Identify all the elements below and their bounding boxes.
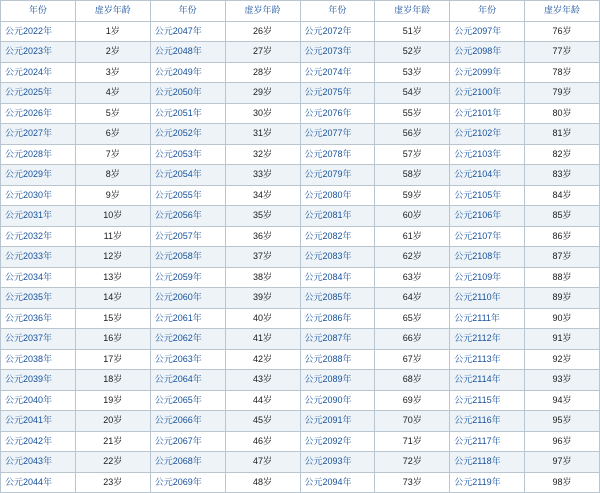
nominal-age-cell: 56岁	[375, 124, 450, 145]
birth-year-cell: 公元2047年	[150, 21, 225, 42]
nominal-age-cell: 79岁	[525, 83, 600, 104]
birth-year-cell: 公元2039年	[1, 370, 76, 391]
table-header-row-partial	[1, 1, 600, 22]
birth-year-cell: 公元2094年	[300, 472, 375, 493]
nominal-age-cell: 90岁	[525, 308, 600, 329]
header-nominal-age-1: 虚岁年龄	[75, 1, 150, 22]
nominal-age-cell: 77岁	[525, 42, 600, 63]
birth-year-cell: 公元2042年	[1, 431, 76, 452]
birth-year-cell: 公元2114年	[450, 370, 525, 391]
birth-year-cell: 公元2092年	[300, 431, 375, 452]
birth-year-cell: 公元2103年	[450, 144, 525, 165]
nominal-age-cell: 35岁	[225, 206, 300, 227]
birth-year-cell: 公元2023年	[1, 42, 76, 63]
nominal-age-cell: 65岁	[375, 308, 450, 329]
nominal-age-cell: 13岁	[75, 267, 150, 288]
nominal-age-cell: 71岁	[375, 431, 450, 452]
birth-year-cell: 公元2109年	[450, 267, 525, 288]
nominal-age-cell: 89岁	[525, 288, 600, 309]
nominal-age-cell: 85岁	[525, 206, 600, 227]
birth-year-cell: 公元2083年	[300, 247, 375, 268]
birth-year-cell: 公元2031年	[1, 206, 76, 227]
nominal-age-cell: 8岁	[75, 165, 150, 186]
table-row	[1, 308, 600, 329]
birth-year-cell: 公元2104年	[450, 165, 525, 186]
birth-year-cell: 公元2085年	[300, 288, 375, 309]
birth-year-cell: 公元2050年	[150, 83, 225, 104]
nominal-age-cell: 3岁	[75, 62, 150, 83]
birth-year-cell: 公元2086年	[300, 308, 375, 329]
nominal-age-cell: 87岁	[525, 247, 600, 268]
birth-year-cell: 公元2026年	[1, 103, 76, 124]
birth-year-cell: 公元2041年	[1, 411, 76, 432]
birth-year-cell: 公元2118年	[450, 452, 525, 473]
nominal-age-cell: 14岁	[75, 288, 150, 309]
nominal-age-cell: 54岁	[375, 83, 450, 104]
table-row	[1, 185, 600, 206]
nominal-age-cell: 33岁	[225, 165, 300, 186]
table-row	[1, 288, 600, 309]
nominal-age-cell: 44岁	[225, 390, 300, 411]
header-birth-year-3: 年份	[300, 1, 375, 22]
birth-year-cell: 公元2089年	[300, 370, 375, 391]
nominal-age-cell: 26岁	[225, 21, 300, 42]
header-birth-year-4: 年份	[450, 1, 525, 22]
nominal-age-cell: 98岁	[525, 472, 600, 493]
nominal-age-cell: 41岁	[225, 329, 300, 350]
table-row	[1, 165, 600, 186]
birth-year-cell: 公元2119年	[450, 472, 525, 493]
table-row	[1, 144, 600, 165]
table-row	[1, 103, 600, 124]
nominal-age-cell: 59岁	[375, 185, 450, 206]
birth-year-cell: 公元2027年	[1, 124, 76, 145]
birth-year-cell: 公元2062年	[150, 329, 225, 350]
nominal-age-cell: 66岁	[375, 329, 450, 350]
nominal-age-cell: 60岁	[375, 206, 450, 227]
nominal-age-cell: 38岁	[225, 267, 300, 288]
birth-year-cell: 公元2049年	[150, 62, 225, 83]
birth-year-cell: 公元2081年	[300, 206, 375, 227]
birth-year-cell: 公元2074年	[300, 62, 375, 83]
birth-year-cell: 公元2048年	[150, 42, 225, 63]
nominal-age-cell: 17岁	[75, 349, 150, 370]
nominal-age-cell: 28岁	[225, 62, 300, 83]
birth-year-cell: 公元2078年	[300, 144, 375, 165]
nominal-age-cell: 39岁	[225, 288, 300, 309]
birth-year-cell: 公元2088年	[300, 349, 375, 370]
birth-year-cell: 公元2025年	[1, 83, 76, 104]
nominal-age-cell: 40岁	[225, 308, 300, 329]
table-row	[1, 390, 600, 411]
birth-year-cell: 公元2028年	[1, 144, 76, 165]
birth-year-cell: 公元2065年	[150, 390, 225, 411]
table-row	[1, 411, 600, 432]
nominal-age-cell: 72岁	[375, 452, 450, 473]
birth-year-cell: 公元2040年	[1, 390, 76, 411]
birth-year-cell: 公元2082年	[300, 226, 375, 247]
birth-year-cell: 公元2036年	[1, 308, 76, 329]
nominal-age-cell: 15岁	[75, 308, 150, 329]
nominal-age-cell: 62岁	[375, 247, 450, 268]
nominal-age-cell: 95岁	[525, 411, 600, 432]
birth-year-cell: 公元2107年	[450, 226, 525, 247]
birth-year-cell: 公元2054年	[150, 165, 225, 186]
nominal-age-cell: 11岁	[75, 226, 150, 247]
birth-year-cell: 公元2100年	[450, 83, 525, 104]
birth-year-cell: 公元2067年	[150, 431, 225, 452]
birth-year-cell: 公元2099年	[450, 62, 525, 83]
table-row	[1, 267, 600, 288]
birth-year-cell: 公元2056年	[150, 206, 225, 227]
nominal-age-cell: 22岁	[75, 452, 150, 473]
nominal-age-cell: 64岁	[375, 288, 450, 309]
nominal-age-cell: 97岁	[525, 452, 600, 473]
birth-year-cell: 公元2037年	[1, 329, 76, 350]
birth-year-cell: 公元2093年	[300, 452, 375, 473]
table-row	[1, 472, 600, 493]
table-row	[1, 62, 600, 83]
birth-year-cell: 公元2044年	[1, 472, 76, 493]
nominal-age-cell: 37岁	[225, 247, 300, 268]
nominal-age-cell: 68岁	[375, 370, 450, 391]
birth-year-cell: 公元2055年	[150, 185, 225, 206]
birth-year-cell: 公元2029年	[1, 165, 76, 186]
birth-year-cell: 公元2112年	[450, 329, 525, 350]
birth-year-cell: 公元2038年	[1, 349, 76, 370]
birth-year-cell: 公元2064年	[150, 370, 225, 391]
table-row	[1, 83, 600, 104]
table-row	[1, 206, 600, 227]
nominal-age-cell: 42岁	[225, 349, 300, 370]
nominal-age-cell: 96岁	[525, 431, 600, 452]
nominal-age-cell: 18岁	[75, 370, 150, 391]
nominal-age-cell: 92岁	[525, 349, 600, 370]
nominal-age-cell: 12岁	[75, 247, 150, 268]
birth-year-cell: 公元2111年	[450, 308, 525, 329]
birth-year-cell: 公元2101年	[450, 103, 525, 124]
birth-year-cell: 公元2110年	[450, 288, 525, 309]
birth-year-cell: 公元2072年	[300, 21, 375, 42]
birth-year-cell: 公元2090年	[300, 390, 375, 411]
header-nominal-age-3: 虚岁年龄	[375, 1, 450, 22]
nominal-age-cell: 9岁	[75, 185, 150, 206]
table-row	[1, 42, 600, 63]
nominal-age-cell: 19岁	[75, 390, 150, 411]
nominal-age-cell: 80岁	[525, 103, 600, 124]
nominal-age-cell: 4岁	[75, 83, 150, 104]
nominal-age-cell: 5岁	[75, 103, 150, 124]
nominal-age-cell: 69岁	[375, 390, 450, 411]
birth-year-cell: 公元2106年	[450, 206, 525, 227]
birth-year-cell: 公元2115年	[450, 390, 525, 411]
nominal-age-cell: 78岁	[525, 62, 600, 83]
nominal-age-cell: 16岁	[75, 329, 150, 350]
birth-year-cell: 公元2043年	[1, 452, 76, 473]
nominal-age-cell: 47岁	[225, 452, 300, 473]
nominal-age-cell: 52岁	[375, 42, 450, 63]
nominal-age-cell: 88岁	[525, 267, 600, 288]
birth-year-cell: 公元2052年	[150, 124, 225, 145]
header-birth-year-1: 年份	[1, 1, 76, 22]
nominal-age-cell: 93岁	[525, 370, 600, 391]
nominal-age-cell: 91岁	[525, 329, 600, 350]
birth-year-cell: 公元2113年	[450, 349, 525, 370]
birth-year-cell: 公元2030年	[1, 185, 76, 206]
nominal-age-cell: 1岁	[75, 21, 150, 42]
nominal-age-cell: 6岁	[75, 124, 150, 145]
birth-year-cell: 公元2053年	[150, 144, 225, 165]
nominal-age-cell: 31岁	[225, 124, 300, 145]
birth-year-cell: 公元2033年	[1, 247, 76, 268]
table-row	[1, 124, 600, 145]
table-row	[1, 247, 600, 268]
nominal-age-cell: 27岁	[225, 42, 300, 63]
birth-year-cell: 公元2075年	[300, 83, 375, 104]
birth-year-cell: 公元2080年	[300, 185, 375, 206]
nominal-age-cell: 43岁	[225, 370, 300, 391]
nominal-age-cell: 23岁	[75, 472, 150, 493]
birth-year-cell: 公元2097年	[450, 21, 525, 42]
nominal-age-cell: 46岁	[225, 431, 300, 452]
nominal-age-cell: 83岁	[525, 165, 600, 186]
birth-year-cell: 公元2098年	[450, 42, 525, 63]
nominal-age-cell: 51岁	[375, 21, 450, 42]
nominal-age-cell: 58岁	[375, 165, 450, 186]
nominal-age-cell: 45岁	[225, 411, 300, 432]
birth-year-cell: 公元2073年	[300, 42, 375, 63]
nominal-age-cell: 76岁	[525, 21, 600, 42]
table-row	[1, 452, 600, 473]
nominal-age-cell: 73岁	[375, 472, 450, 493]
table-row	[1, 349, 600, 370]
nominal-age-cell: 34岁	[225, 185, 300, 206]
birth-year-cell: 公元2032年	[1, 226, 76, 247]
nominal-age-cell: 67岁	[375, 349, 450, 370]
birth-year-cell: 公元2059年	[150, 267, 225, 288]
birth-year-cell: 公元2087年	[300, 329, 375, 350]
birth-year-cell: 公元2063年	[150, 349, 225, 370]
nominal-age-cell: 63岁	[375, 267, 450, 288]
nominal-age-cell: 7岁	[75, 144, 150, 165]
birth-year-cell: 公元2077年	[300, 124, 375, 145]
nominal-age-cell: 53岁	[375, 62, 450, 83]
nominal-age-cell: 57岁	[375, 144, 450, 165]
nominal-age-cell: 82岁	[525, 144, 600, 165]
nominal-age-cell: 32岁	[225, 144, 300, 165]
nominal-age-cell: 29岁	[225, 83, 300, 104]
table-row	[1, 329, 600, 350]
nominal-age-cell: 70岁	[375, 411, 450, 432]
nominal-age-cell: 81岁	[525, 124, 600, 145]
birth-year-cell: 公元2076年	[300, 103, 375, 124]
nominal-age-cell: 21岁	[75, 431, 150, 452]
birth-year-cell: 公元2105年	[450, 185, 525, 206]
table-row	[1, 21, 600, 42]
birth-year-cell: 公元2116年	[450, 411, 525, 432]
nominal-age-cell: 36岁	[225, 226, 300, 247]
birth-year-cell: 公元2079年	[300, 165, 375, 186]
nominal-age-cell: 2岁	[75, 42, 150, 63]
birth-year-cell: 公元2060年	[150, 288, 225, 309]
birth-year-cell: 公元2091年	[300, 411, 375, 432]
birth-year-cell: 公元2061年	[150, 308, 225, 329]
header-nominal-age-2: 虚岁年龄	[225, 1, 300, 22]
table-row	[1, 226, 600, 247]
birth-year-cell: 公元2117年	[450, 431, 525, 452]
birth-year-cell: 公元2066年	[150, 411, 225, 432]
birth-year-cell: 公元2108年	[450, 247, 525, 268]
nominal-age-cell: 55岁	[375, 103, 450, 124]
nominal-age-cell: 84岁	[525, 185, 600, 206]
table-row	[1, 370, 600, 391]
nominal-age-cell: 61岁	[375, 226, 450, 247]
nominal-age-cell: 94岁	[525, 390, 600, 411]
nominal-age-cell: 20岁	[75, 411, 150, 432]
birth-year-cell: 公元2022年	[1, 21, 76, 42]
birth-year-cell: 公元2068年	[150, 452, 225, 473]
nominal-age-cell: 86岁	[525, 226, 600, 247]
table-body	[1, 1, 600, 493]
header-nominal-age-4: 虚岁年龄	[525, 1, 600, 22]
table-row	[1, 431, 600, 452]
birth-year-cell: 公元2057年	[150, 226, 225, 247]
birth-year-cell: 公元2102年	[450, 124, 525, 145]
birth-year-cell: 公元2034年	[1, 267, 76, 288]
birth-year-cell: 公元2035年	[1, 288, 76, 309]
nominal-age-cell: 10岁	[75, 206, 150, 227]
header-birth-year-2: 年份	[150, 1, 225, 22]
nominal-age-cell: 30岁	[225, 103, 300, 124]
birth-year-cell: 公元2084年	[300, 267, 375, 288]
birth-year-cell: 公元2051年	[150, 103, 225, 124]
birth-year-cell: 公元2024年	[1, 62, 76, 83]
birth-year-cell: 公元2058年	[150, 247, 225, 268]
nominal-age-cell: 48岁	[225, 472, 300, 493]
birth-year-cell: 公元2069年	[150, 472, 225, 493]
